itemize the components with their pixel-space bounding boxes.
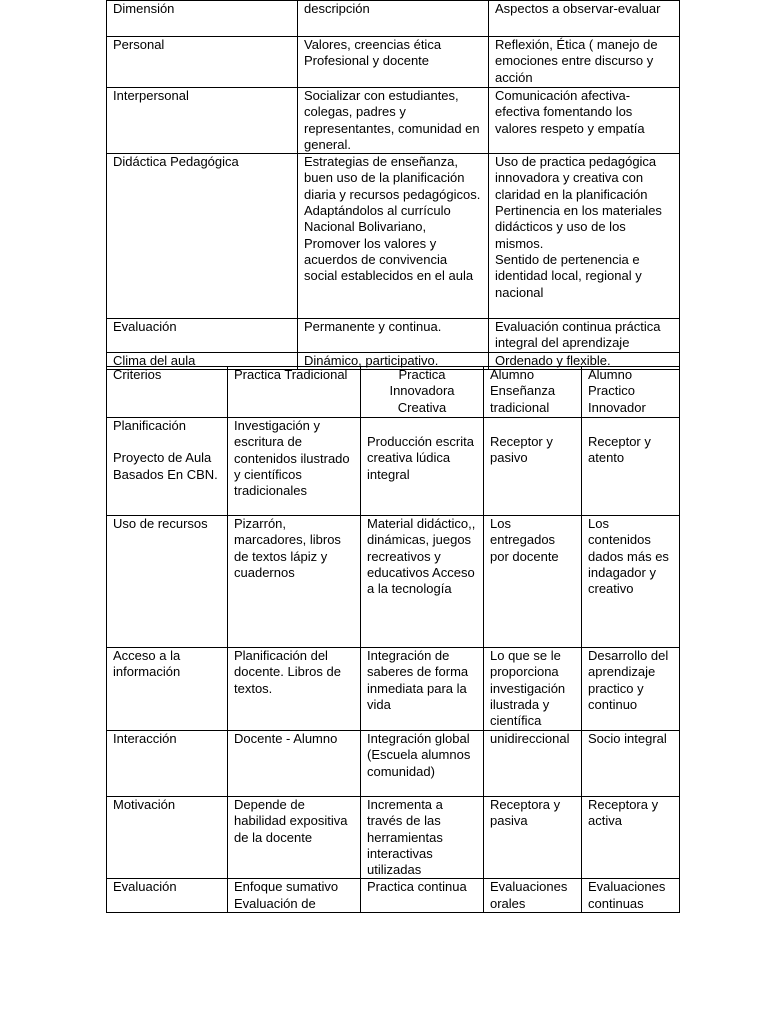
cell-student-innovative: Socio integral bbox=[582, 731, 680, 797]
header-cell: descripción bbox=[298, 1, 489, 37]
cell-student-traditional: Receptora y pasiva bbox=[484, 797, 582, 879]
cell-criteria: Motivación bbox=[107, 797, 228, 879]
cell-description: Socializar con estudiantes, colegas, padres y representantes, comunidad en general. bbox=[298, 88, 489, 154]
cell-aspects: Evaluación continua práctica integral del aprendizaje bbox=[489, 319, 680, 353]
table-row bbox=[107, 731, 680, 797]
table-row bbox=[107, 648, 680, 731]
cell-dimension: Personal bbox=[107, 37, 298, 88]
table-row bbox=[107, 418, 680, 516]
cell-criteria: Interacción bbox=[107, 731, 228, 797]
criteria-table bbox=[106, 366, 680, 913]
cell-student-traditional: unidireccional bbox=[484, 731, 582, 797]
cell-innovative: Integración global (Escuela alumnos comunidad) bbox=[361, 731, 484, 797]
cell-text: Receptor y atento bbox=[588, 434, 651, 466]
cell-innovative: Material didáctico,, dinámicas, juegos recreativos y educativos Acceso a la tecnología bbox=[361, 516, 484, 648]
cell-student-innovative: Desarrollo del aprendizaje practico y continuo bbox=[582, 648, 680, 731]
cell-traditional: Depende de habilidad expositiva de la docente bbox=[228, 797, 361, 879]
cell-dimension: Didáctica Pedagógica bbox=[107, 154, 298, 319]
table-row bbox=[107, 154, 680, 319]
cell-aspects: Reflexión, Ética ( manejo de emociones entre discurso y acción bbox=[489, 37, 680, 88]
cell-dimension: Clima del aula bbox=[107, 353, 298, 370]
cell-description: Estrategias de enseñanza, buen uso de la planificación diaria y recursos pedagógicos. Adaptándolos al currículo Nacional Bolivariano, Promover los valores y acuerdos de convivencia social establecidos en el aula bbox=[298, 154, 489, 319]
cell-student-traditional: Evaluaciones orales bbox=[484, 879, 582, 913]
header-cell: Practica Tradicional bbox=[228, 367, 361, 418]
cell-innovative: Incrementa a través de las herramientas interactivas utilizadas bbox=[361, 797, 484, 879]
table-row bbox=[107, 37, 680, 88]
cell-student-innovative bbox=[582, 418, 680, 516]
cell-traditional: Pizarrón, marcadores, libros de textos lápiz y cuadernos bbox=[228, 516, 361, 648]
header-cell: Alumno Practico Innovador bbox=[582, 367, 680, 418]
header-cell: Practica Innovadora Creativa bbox=[361, 367, 484, 418]
cell-text: Receptor y pasivo bbox=[490, 434, 553, 466]
table-row bbox=[107, 319, 680, 353]
cell-traditional: Planificación del docente. Libros de textos. bbox=[228, 648, 361, 731]
aspect-line: Uso de practica pedagógica innovadora y creativa con claridad en la planificación bbox=[495, 154, 657, 202]
cell-student-innovative: Receptora y activa bbox=[582, 797, 680, 879]
cell-description: Dinámico, participativo. bbox=[298, 353, 489, 370]
criteria-line: Planificación bbox=[113, 418, 186, 433]
aspect-line: Sentido de pertenencia e identidad local, regional y nacional bbox=[495, 251, 642, 300]
cell-criteria: Uso de recursos bbox=[107, 516, 228, 648]
cell-innovative bbox=[361, 418, 484, 516]
table-row bbox=[107, 797, 680, 879]
header-cell: Alumno Enseñanza tradicional bbox=[484, 367, 582, 418]
cell-traditional: Docente - Alumno bbox=[228, 731, 361, 797]
cell-aspects: Comunicación afectiva-efectiva fomentando los valores respeto y empatía bbox=[489, 88, 680, 154]
cell-student-traditional: Los entregados por docente bbox=[484, 516, 582, 648]
table-row bbox=[107, 516, 680, 648]
table-row bbox=[107, 879, 680, 913]
header-cell: Aspectos a observar-evaluar bbox=[489, 1, 680, 37]
aspect-line: Pertinencia en los materiales didácticos y uso de los mismos. bbox=[495, 203, 662, 251]
cell-traditional: Enfoque sumativo Evaluación de bbox=[228, 879, 361, 913]
cell-criteria bbox=[107, 418, 228, 516]
header-cell: Dimensión bbox=[107, 1, 298, 37]
cell-dimension: Interpersonal bbox=[107, 88, 298, 154]
cell-innovative: Practica continua bbox=[361, 879, 484, 913]
cell-aspects bbox=[489, 154, 680, 319]
cell-student-innovative: Los contenidos dados más es indagador y creativo bbox=[582, 516, 680, 648]
cell-aspects: Ordenado y flexible. bbox=[489, 353, 680, 370]
cell-criteria: Acceso a la información bbox=[107, 648, 228, 731]
cell-description: Permanente y continua. bbox=[298, 319, 489, 353]
cell-criteria: Evaluación bbox=[107, 879, 228, 913]
table-header-row bbox=[107, 1, 680, 37]
criteria-line: Proyecto de Aula Basados En CBN. bbox=[113, 450, 218, 482]
table-header-row bbox=[107, 367, 680, 418]
cell-student-traditional: Lo que se le proporciona investigación ilustrada y científica bbox=[484, 648, 582, 731]
cell-description: Valores, creencias ética Profesional y docente bbox=[298, 37, 489, 88]
cell-student-innovative: Evaluaciones continuas bbox=[582, 879, 680, 913]
cell-innovative: Integración de saberes de forma inmediata para la vida bbox=[361, 648, 484, 731]
header-cell: Criterios bbox=[107, 367, 228, 418]
table-row bbox=[107, 88, 680, 154]
cell-text: Producción escrita creativa lúdica integral bbox=[367, 434, 474, 482]
cell-student-traditional bbox=[484, 418, 582, 516]
cell-traditional: Investigación y escritura de contenidos ilustrado y científicos tradicionales bbox=[228, 418, 361, 516]
cell-dimension: Evaluación bbox=[107, 319, 298, 353]
dimension-table bbox=[106, 0, 680, 370]
